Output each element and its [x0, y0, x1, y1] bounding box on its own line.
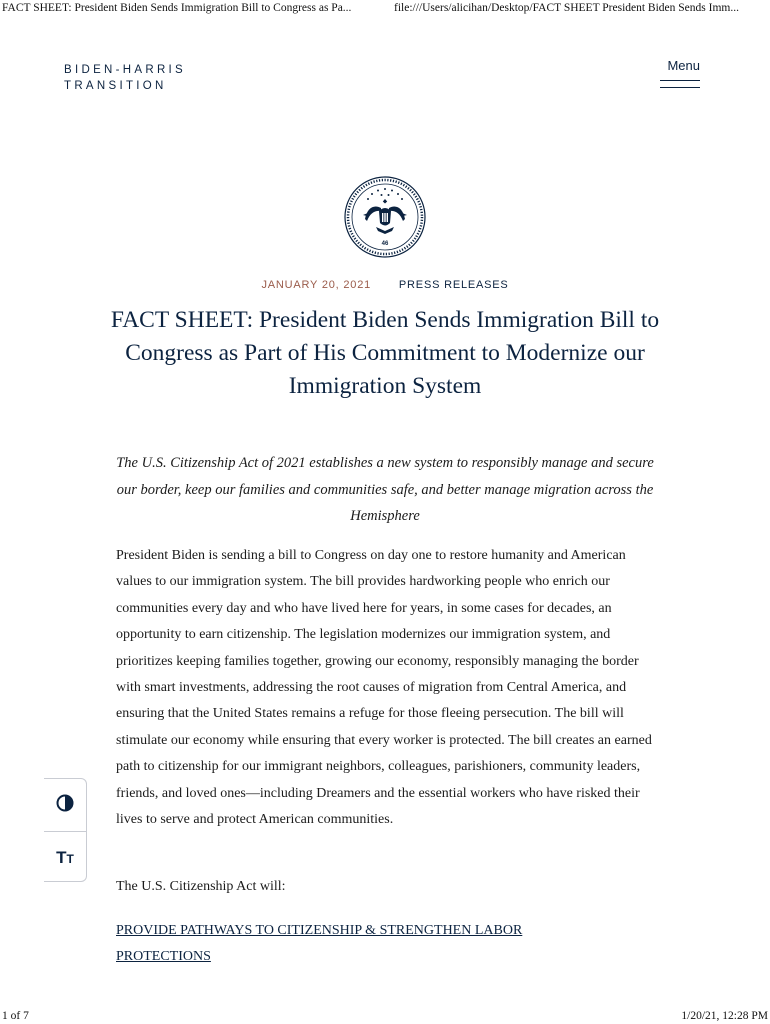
menu-button[interactable]: [658, 58, 700, 94]
article-lede: The U.S. Citizenship Act of 2021 establishes a new system to responsibly manage and secure our border, keep our families and communities safe, and better manage migration across the Hemisphere: [116, 455, 654, 524]
brand-line-2: TRANSITION: [64, 80, 167, 92]
page-count: 1 of 7: [2, 1010, 29, 1022]
contrast-toggle-button[interactable]: [44, 779, 86, 831]
article-meta: [0, 279, 770, 291]
site-logo-link[interactable]: [64, 62, 186, 94]
presidential-seal-icon: [343, 175, 427, 259]
print-page-title: FACT SHEET: President Biden Sends Immigration Bill to Congress as Pa...: [2, 2, 352, 14]
text-size-button[interactable]: [44, 831, 86, 883]
article-paragraph: The U.S. Citizenship Act will:: [116, 879, 286, 894]
print-footer: [0, 1008, 770, 1024]
accessibility-toolbar: [44, 778, 87, 882]
hamburger-icon: [658, 80, 700, 88]
section-heading-link[interactable]: PROVIDE PATHWAYS TO CITIZENSHIP & STRENGTHEN LABOR PROTECTIONS: [116, 923, 523, 965]
contrast-icon: [56, 794, 74, 817]
article-paragraph: President Biden is sending a bill to Congress on day one to restore humanity and American values to our immigration system. The bill provides hardworking people who enrich our communities every day and who have lived here for years, in some cases for decades, an opportunity to earn citizenship. The legislation modernizes our immigration system, and prioritizes keeping families together, growing our economy, responsibly managing the border with smart investments, addressing the root causes of migration from Central America, and ensuring that the United States remains a refuge for those fleeing persecution. The bill will stimulate our economy while ensuring that every worker is protected. The bill creates an earned path to citizenship for our immigrant neighbors, colleagues, parishioners, community leaders, friends, and loved ones—including Dreamers and the essential workers who have risked their lives to serve and protect American communities.: [116, 548, 652, 828]
text-size-icon: TT: [56, 847, 74, 867]
category-link[interactable]: PRESS RELEASES: [398, 279, 509, 291]
article-date: JANUARY 20, 2021: [261, 279, 372, 291]
seal-number: 46: [381, 241, 389, 247]
brand-line-1: BIDEN-HARRIS: [64, 64, 187, 76]
print-page-url: file:///Users/alicihan/Desktop/FACT SHEET President Biden Sends Imm...: [394, 2, 739, 14]
menu-label: Menu: [667, 58, 700, 73]
article-title: FACT SHEET: President Biden Sends Immigration Bill to Congress as Part of His Commitment to Modernize our Immigration System: [110, 307, 660, 399]
print-datetime: 1/20/21, 12:28 PM: [681, 1010, 768, 1022]
print-header: [0, 0, 770, 18]
